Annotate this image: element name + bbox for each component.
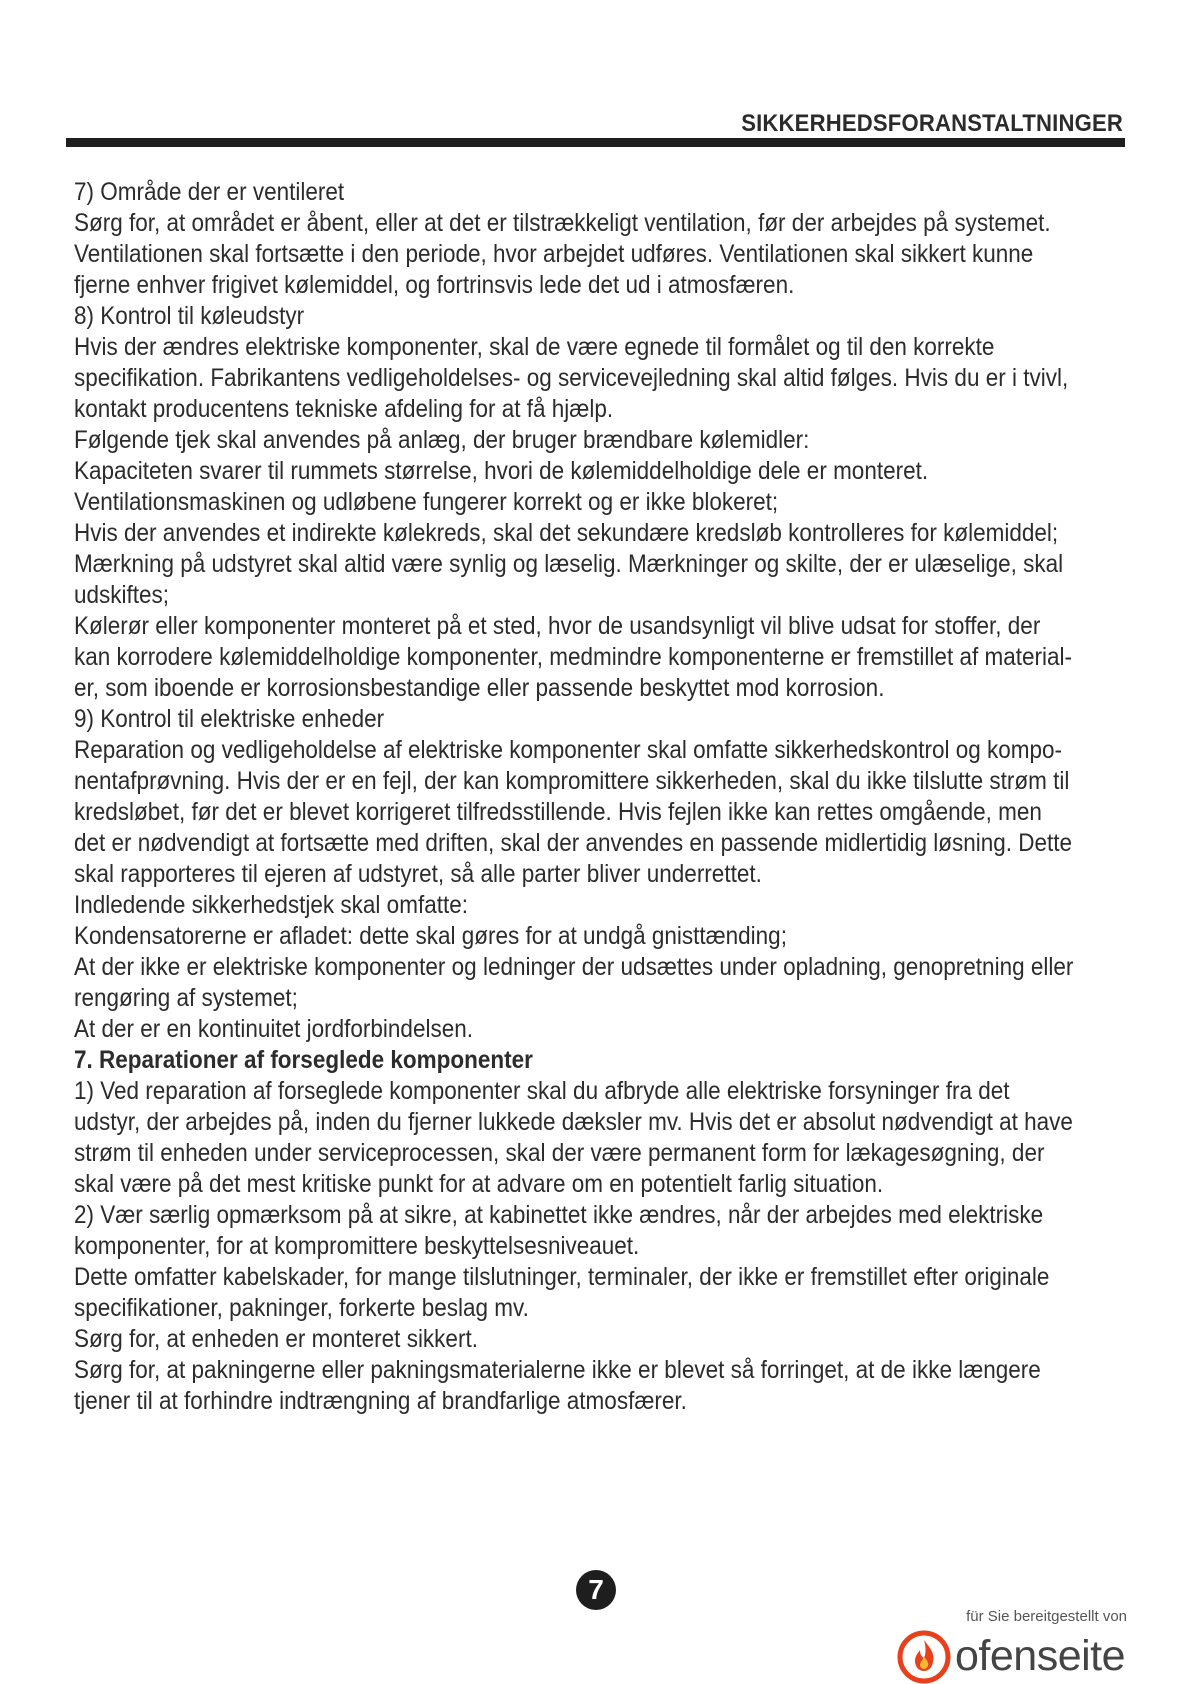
text-line: komponenter, for at kompromittere beskyttelsesniveauet. bbox=[74, 1232, 640, 1260]
text-line: udskiftes; bbox=[74, 581, 170, 609]
text-line: Kølerør eller komponenter monteret på et sted, hvor de usandsynligt vil blive udsat for stoffer, der bbox=[74, 612, 1041, 640]
text-line: tjener til at forhindre indtrængning af brandfarlige atmosfærer. bbox=[74, 1387, 687, 1415]
text-line: kontakt producentens tekniske afdeling for at få hjælp. bbox=[74, 395, 614, 423]
text-line: kredsløbet, før det er blevet korrigeret tilfredsstillende. Hvis fejlen ikke kan rettes omgående, men bbox=[74, 798, 1042, 826]
text-line: Mærkning på udstyret skal altid være synlig og læselig. Mærkninger og skilte, der er ulæselige, skal bbox=[74, 550, 1064, 578]
text-line: 2) Vær særlig opmærksom på at sikre, at kabinettet ikke ændres, når der arbejdes med elektriske bbox=[74, 1201, 1044, 1229]
text-line: Dette omfatter kabelskader, for mange tilslutninger, terminaler, der ikke er fremstillet efter originale bbox=[74, 1263, 1050, 1291]
text-line: Følgende tjek skal anvendes på anlæg, der bruger brændbare kølemidler: bbox=[74, 426, 810, 454]
text-line: er, som iboende er korrosionsbestandige eller passende beskyttet mod korrosion. bbox=[74, 674, 885, 702]
header-divider bbox=[66, 138, 1125, 147]
document-body bbox=[74, 177, 1134, 1417]
text-line: 1) Ved reparation af forseglede komponenter skal du afbryde alle elektriske forsyninger fra det bbox=[74, 1077, 1010, 1105]
text-line: skal være på det mest kritiske punkt for at advare om en potentielt farlig situation. bbox=[74, 1170, 884, 1198]
text-line: fjerne enhver frigivet kølemiddel, og fortrinsvis lede det ud i atmosfæren. bbox=[74, 271, 795, 299]
section-7-heading: 7. Reparationer af forseglede komponenter bbox=[74, 1046, 533, 1074]
text-line: Hvis der ændres elektriske komponenter, skal de være egnede til formålet og til den korrekte bbox=[74, 333, 995, 361]
brand-footer[interactable] bbox=[897, 1608, 1127, 1684]
text-line: skal rapporteres til ejeren af udstyret, så alle parter bliver underrettet. bbox=[74, 860, 762, 888]
text-line: specifikation. Fabrikantens vedligeholdelses- og servicevejledning skal altid følges. Hvis du er i tvivl, bbox=[74, 364, 1069, 392]
text-line: Ventilationen skal fortsætte i den periode, hvor arbejdet udføres. Ventilationen skal sikkert kunne bbox=[74, 240, 1034, 268]
item-7-heading: 7) Område der er ventileret bbox=[74, 178, 345, 206]
text-line: kan korrodere kølemiddelholdige komponenter, medmindre komponenterne er fremstillet af material- bbox=[74, 643, 1072, 671]
page-number-badge: 7 bbox=[576, 1570, 616, 1610]
item-9-heading: 9) Kontrol til elektriske enheder bbox=[74, 705, 385, 733]
brand-name: ofenseite bbox=[955, 1632, 1126, 1680]
text-line: strøm til enheden under serviceprocessen, skal der være permanent form for lækagesøgning, der bbox=[74, 1139, 1045, 1167]
text-line: Kondensatorerne er afladet: dette skal gøres for at undgå gnisttænding; bbox=[74, 922, 787, 950]
text-line: Reparation og vedligeholdelse af elektriske komponenter skal omfatte sikkerhedskontrol og kompo- bbox=[74, 736, 1063, 764]
text-line: Sørg for, at pakningerne eller pakningsmaterialerne ikke er blevet så forringet, at de ikke længere bbox=[74, 1356, 1041, 1384]
text-line: Kapaciteten svarer til rummets størrelse, hvori de kølemiddelholdige dele er monteret. bbox=[74, 457, 929, 485]
text-line: rengøring af systemet; bbox=[74, 984, 298, 1012]
text-line: det er nødvendigt at fortsætte med driften, skal der anvendes en passende midlertidig løsning. Dette bbox=[74, 829, 1073, 857]
text-line: Sørg for, at enheden er monteret sikkert. bbox=[74, 1325, 478, 1353]
text-line: nentafprøvning. Hvis der er en fejl, der kan kompromittere sikkerheden, skal du ikke tilslutte strøm til bbox=[74, 767, 1070, 795]
item-8-heading: 8) Kontrol til køleudstyr bbox=[74, 302, 305, 330]
text-line: At der er en kontinuitet jordforbindelsen. bbox=[74, 1015, 473, 1043]
text-line: Hvis der anvendes et indirekte kølekreds, skal det sekundære kredsløb kontrolleres for kølemiddel; bbox=[74, 519, 1059, 547]
flame-logo-icon bbox=[897, 1630, 951, 1684]
text-line: Ventilationsmaskinen og udløbene fungerer korrekt og er ikke blokeret; bbox=[74, 488, 779, 516]
text-line: udstyr, der arbejdes på, inden du fjerner lukkede dæksler mv. Hvis det er absolut nødvendigt at have bbox=[74, 1108, 1073, 1136]
text-line: Sørg for, at området er åbent, eller at det er tilstrækkeligt ventilation, før der arbejdes på systemet. bbox=[74, 209, 1051, 237]
text-line: Indledende sikkerhedstjek skal omfatte: bbox=[74, 891, 468, 919]
brand-caption: für Sie bereitgestellt von bbox=[966, 1608, 1127, 1625]
text-line: specifikationer, pakninger, forkerte beslag mv. bbox=[74, 1294, 529, 1322]
page-header-title: SIKKERHEDSFORANSTALTNINGER bbox=[741, 110, 1123, 137]
text-line: At der ikke er elektriske komponenter og ledninger der udsættes under opladning, genopretning eller bbox=[74, 953, 1074, 981]
